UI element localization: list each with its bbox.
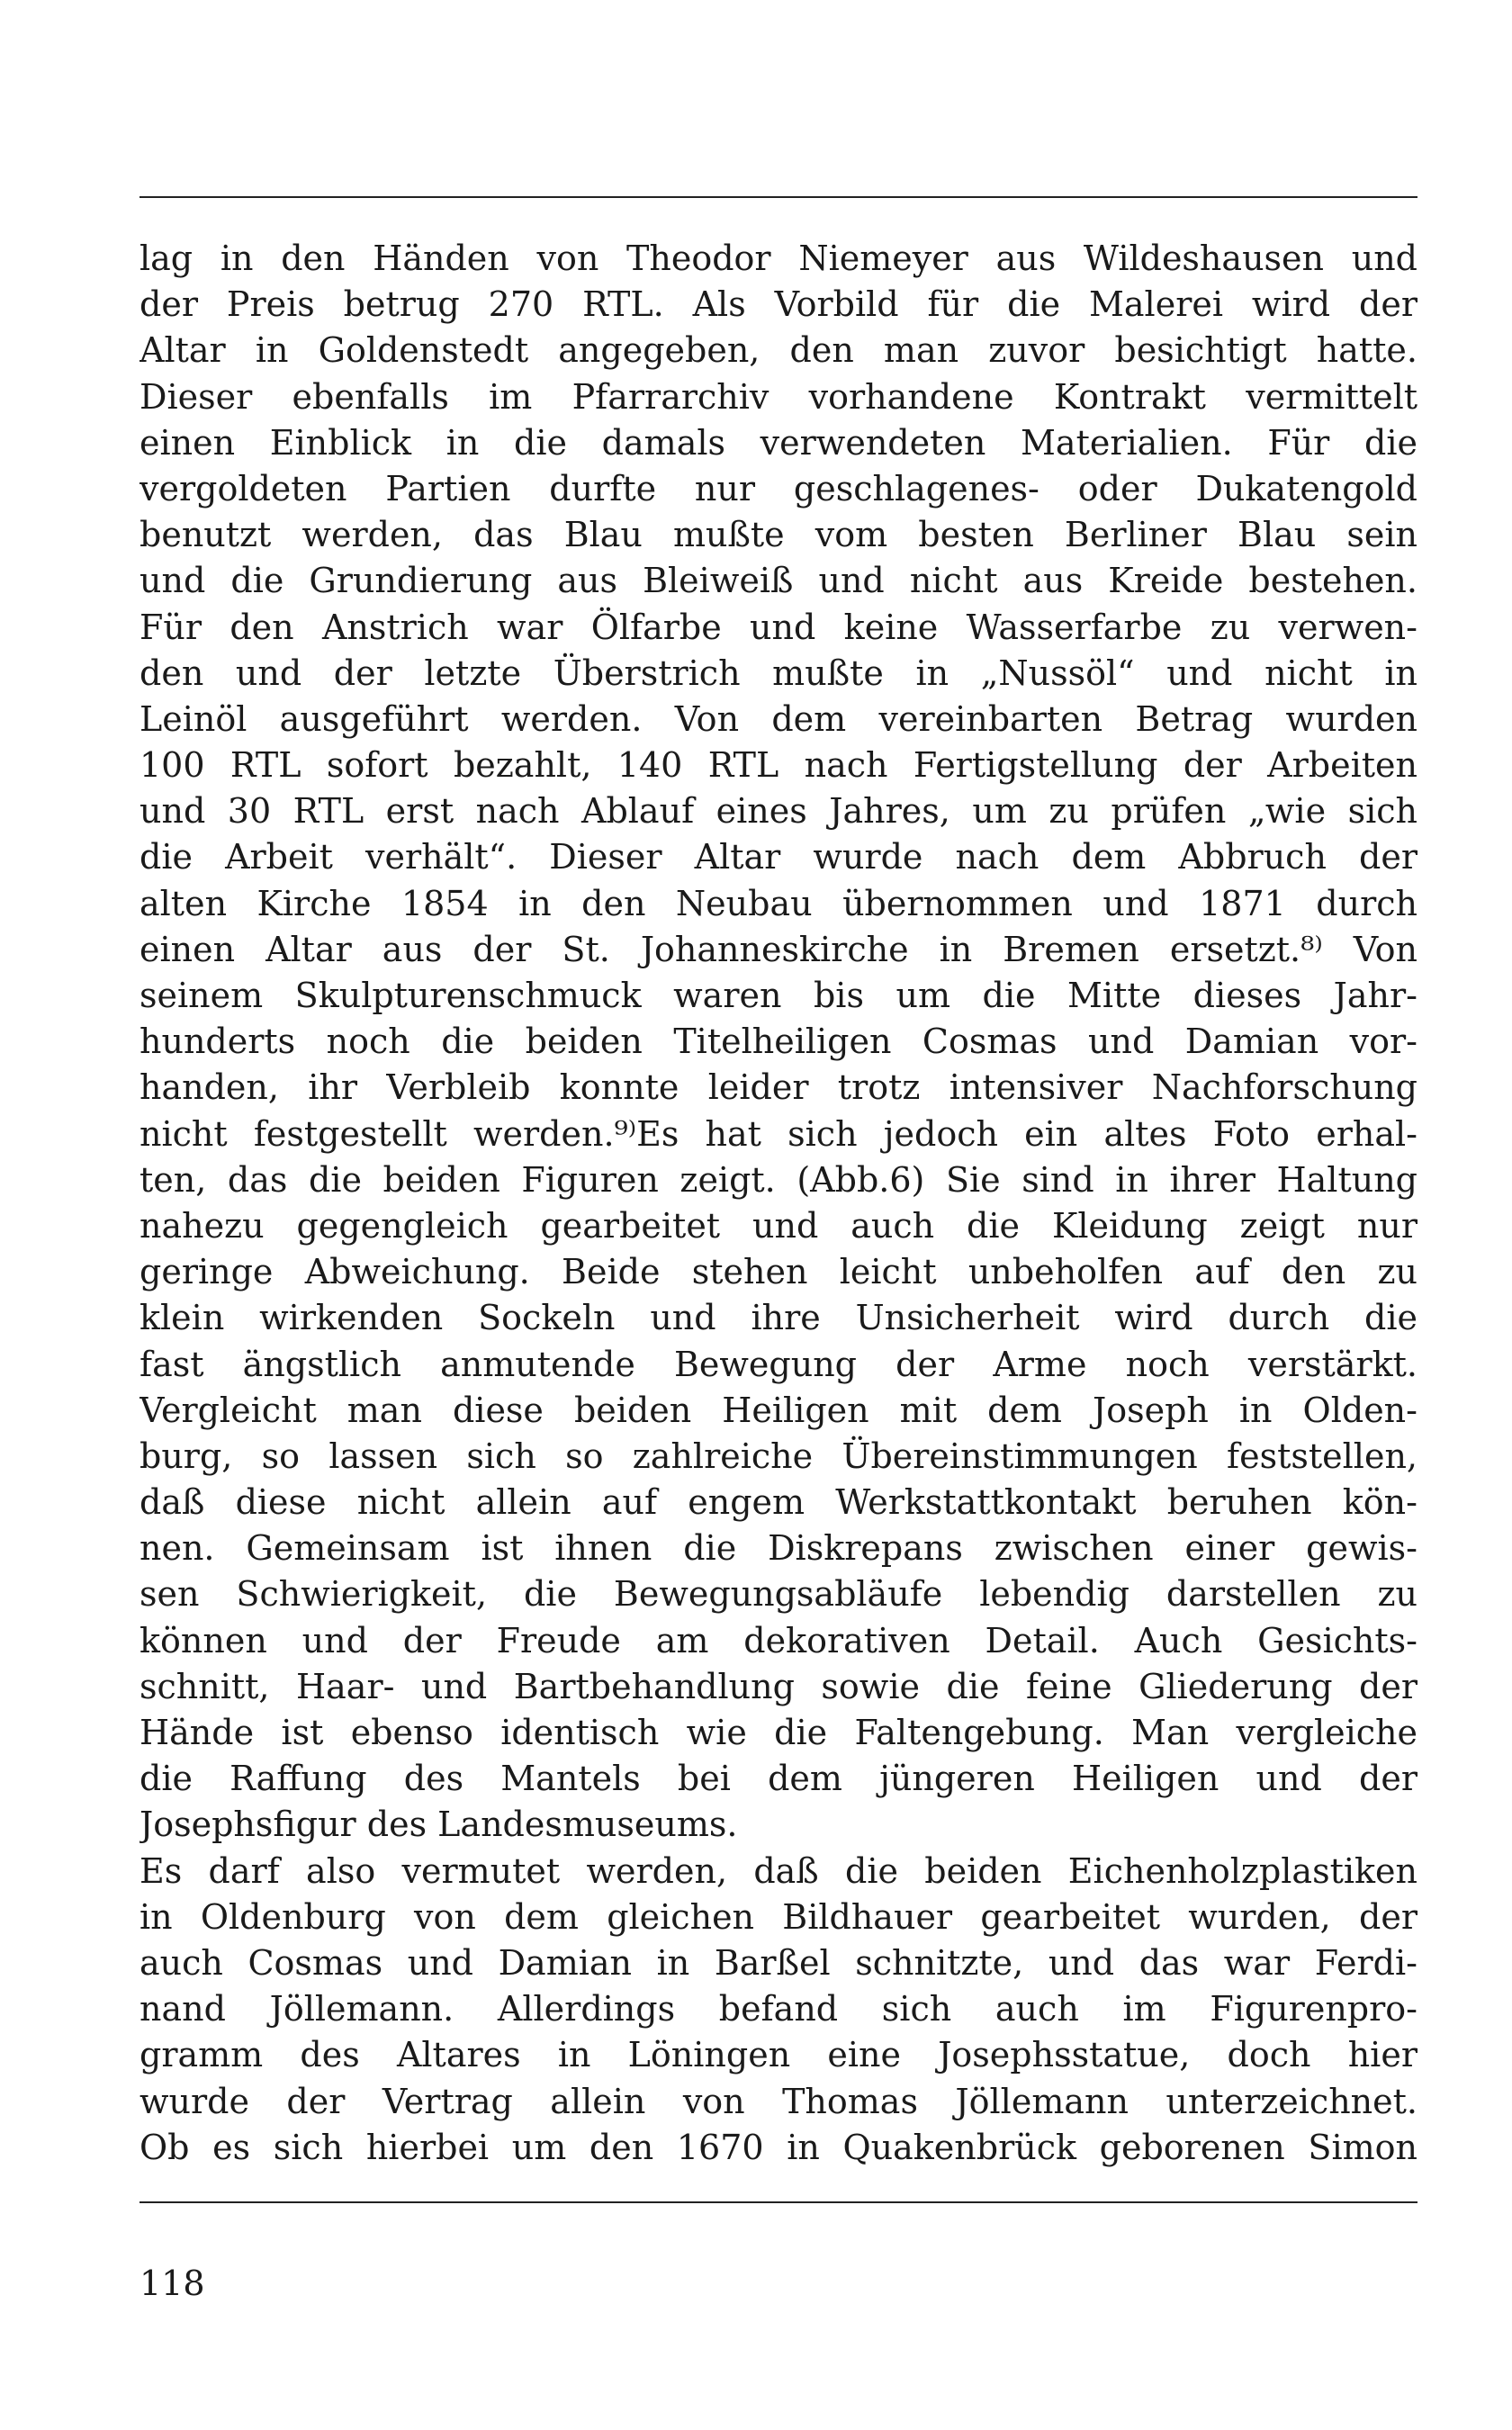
bottom-rule (140, 2201, 1418, 2203)
text-line: handen, ihr Verbleib konnte leider trotz intensiver Nachforschung (140, 1067, 1418, 1108)
page-number: 118 (140, 2264, 205, 2303)
text-line: Altar in Goldenstedt angegeben, den man zuvor besichtigt hatte. (140, 330, 1418, 371)
text-line: die Raffung des Mantels bei dem jüngeren Heiligen und der (140, 1759, 1418, 1799)
text-line: in Oldenburg von dem gleichen Bildhauer gearbeitet wurden, der (140, 1896, 1418, 1937)
text-line: sen Schwierigkeit, die Bewegungsabläufe lebendig darstellen zu (140, 1574, 1418, 1615)
text-line: Josephsfigur des Landesmuseums. (140, 1804, 738, 1845)
text-line: Dieser ebenfalls im Pfarrarchiv vorhandene Kontrakt vermittelt (140, 376, 1418, 417)
text-line: der Preis betrug 270 RTL. Als Vorbild für die Malerei wird der (140, 284, 1418, 325)
text-line: 100 RTL sofort bezahlt, 140 RTL nach Fertigstellung der Arbeiten (140, 745, 1418, 786)
text-line: und die Grundierung aus Bleiweiß und nicht aus Kreide bestehen. (140, 561, 1418, 601)
text-line: benutzt werden, das Blau mußte vom besten Berliner Blau sein (140, 515, 1418, 555)
text-line: Für den Anstrich war Ölfarbe und keine Wasserfarbe zu verwen- (140, 607, 1418, 647)
text-line: schnitt, Haar- und Bartbehandlung sowie die feine Gliederung der (140, 1666, 1418, 1706)
text-line: Es darf also vermutet werden, daß die beiden Eichenholzplastiken (140, 1850, 1418, 1891)
text-line: Vergleicht man diese beiden Heiligen mit dem Joseph in Olden- (140, 1390, 1418, 1430)
text-line: nand Jöllemann. Allerdings befand sich auch im Figurenpro- (140, 1989, 1418, 2030)
text-line: nicht festgestellt werden.⁹⁾Es hat sich jedoch ein altes Foto erhal- (140, 1113, 1418, 1154)
text-line: und 30 RTL erst nach Ablauf eines Jahres, um zu prüfen „wie sich (140, 791, 1418, 832)
text-line: einen Einblick in die damals verwendeten Materialien. Für die (140, 422, 1418, 463)
text-line: seinem Skulpturenschmuck waren bis um die Mitte dieses Jahr- (140, 976, 1418, 1015)
text-line: fast ängstlich anmutende Bewegung der Arme noch verstärkt. (140, 1344, 1418, 1384)
text-line: nen. Gemeinsam ist ihnen die Diskrepans zwischen einer gewis- (140, 1528, 1418, 1569)
text-line: daß diese nicht allein auf engem Werkstattkontakt beruhen kön- (140, 1482, 1418, 1523)
text-line: Leinöl ausgeführt werden. Von dem vereinbarten Betrag wurden (140, 698, 1418, 739)
text-line: nahezu gegengleich gearbeitet und auch die Kleidung zeigt nur (140, 1205, 1418, 1246)
text-line: Ob es sich hierbei um den 1670 in Quakenbrück geborenen Simon (140, 2127, 1418, 2167)
text-line: lag in den Händen von Theodor Niemeyer aus Wildeshausen und (140, 238, 1418, 278)
text-line: klein wirkenden Sockeln und ihre Unsicherheit wird durch die (140, 1298, 1418, 1338)
text-line: hunderts noch die beiden Titelheiligen Cosmas und Damian vor- (140, 1022, 1418, 1062)
text-line: gramm des Altares in Löningen eine Josephsstatue, doch hier (140, 2035, 1418, 2075)
text-line: können und der Freude am dekorativen Detail. Auch Gesichts- (140, 1620, 1418, 1660)
text-line: vergoldeten Partien durfte nur geschlagenes- oder Dukatengold (140, 468, 1418, 508)
text-line: die Arbeit verhält“. Dieser Altar wurde nach dem Abbruch der (140, 837, 1418, 878)
text-line: burg, so lassen sich so zahlreiche Übereinstimmungen feststellen, (140, 1436, 1418, 1476)
text-line: ten, das die beiden Figuren zeigt. (Abb.6) Sie sind in ihrer Haltung (140, 1159, 1418, 1200)
text-line: einen Altar aus der St. Johanneskirche in Bremen ersetzt.⁸⁾ Von (140, 929, 1418, 969)
text-line: geringe Abweichung. Beide stehen leicht unbeholfen auf den zu (140, 1252, 1418, 1292)
text-line: Hände ist ebenso identisch wie die Faltengebung. Man vergleiche (140, 1713, 1418, 1752)
text-line: auch Cosmas und Damian in Barßel schnitzte, und das war Ferdi- (140, 1942, 1418, 1983)
text-line: alten Kirche 1854 in den Neubau übernommen und 1871 durch (140, 883, 1418, 923)
body-text (140, 236, 1418, 2171)
text-line: wurde der Vertrag allein von Thomas Jöllemann unterzeichnet. (140, 2081, 1418, 2121)
top-rule (140, 196, 1418, 198)
text-line: den und der letzte Überstrich mußte in „Nussöl“ und nicht in (140, 652, 1418, 693)
